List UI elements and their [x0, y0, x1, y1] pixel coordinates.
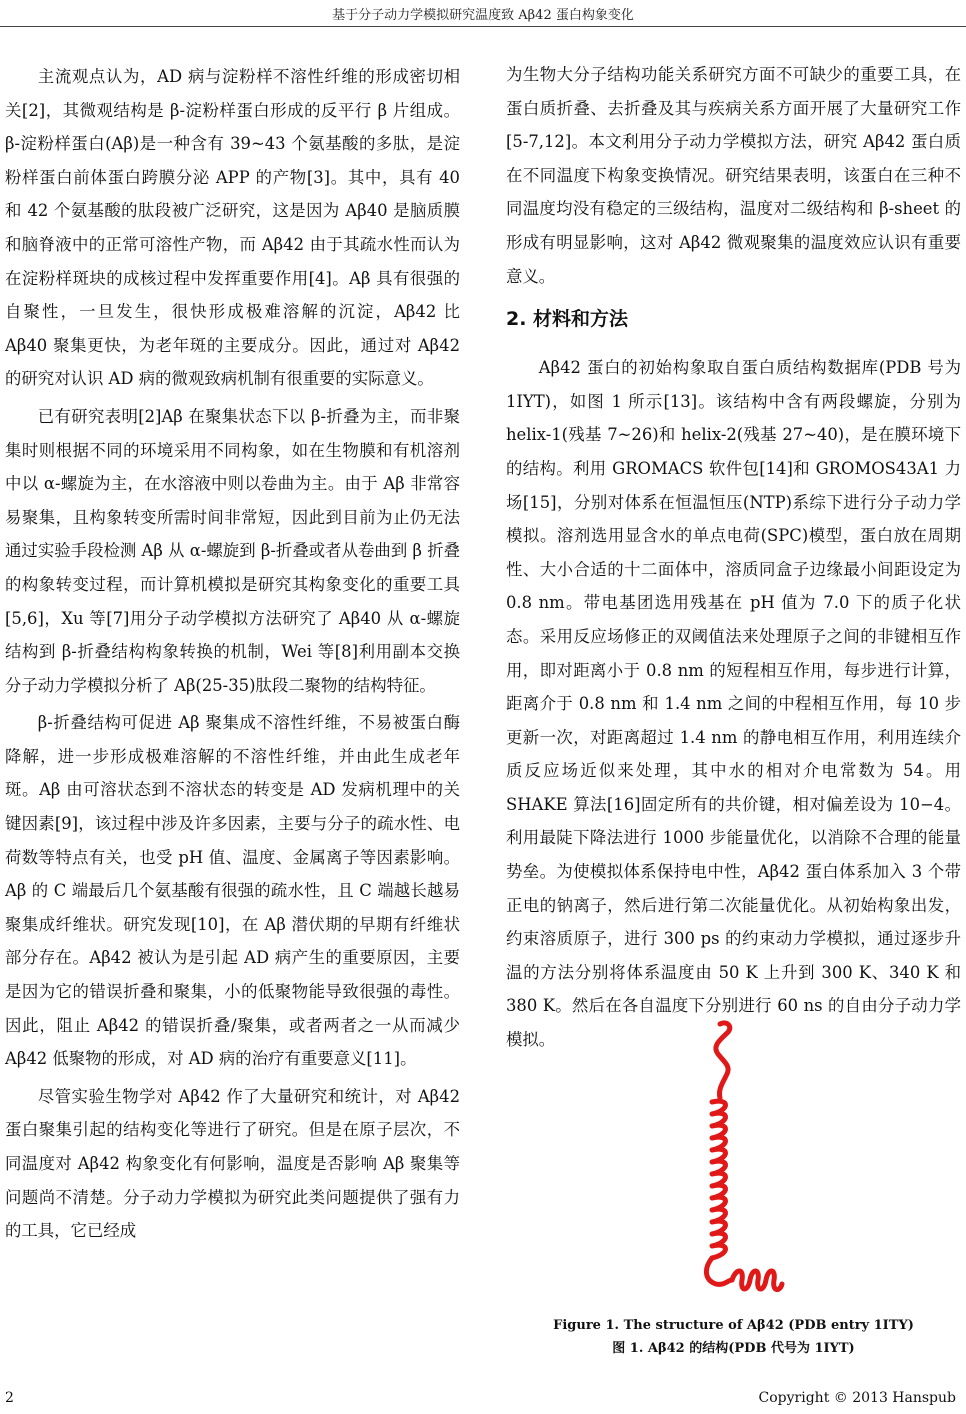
paragraph: 主流观点认为，AD 病与淀粉样不溶性纤维的形成密切相关[2]，其微观结构是 β-淀粉样蛋白形成的反平行 β 片组成。β-淀粉样蛋白(Aβ)是一种含有 39~43 个氨基酸的多肽，是淀粉样蛋白前体蛋白跨膜分泌 APP 的产物[3]。其中，具有 40 和 42 个氨基酸的肽段被广泛研究，这是因为 Aβ40 是脑质膜和脑脊液中的正常可溶性产物，而 Aβ42 由于其疏水性而认为在淀粉样斑块的成核过程中发挥重要作用[4]。Aβ 具有很强的自聚性，一旦发生，很快形成极难溶解的沉淀，Aβ42 比 Aβ40 聚集更快，为老年斑的主要成分。因此，通过对 Aβ42 的研究对认识 AD 病的微观致病机制有很重要的实际意义。	[5, 67, 460, 389]
header-divider	[0, 26, 966, 27]
coil-segment	[716, 1023, 730, 1098]
right-column	[506, 58, 961, 1061]
running-header: 基于分子动力学模拟研究温度致 Aβ42 蛋白构象变化	[332, 8, 634, 23]
section-title: 2. 材料和方法	[506, 308, 629, 331]
figure-caption-chinese: 图 1. Aβ42 的结构(PDB 代号为 1IYT)	[612, 1341, 855, 1356]
paragraph: 已有研究表明[2]Aβ 在聚集状态下以 β-折叠为主，而非聚集时则根据不同的环境采用不同构象，如在生物膜和有机溶剂中以 α-螺旋为主，在水溶液中则以卷曲为主。由于 Aβ 非常容易聚集，且构象转变所需时间非常短，因此到目前为止仍无法通过实验手段检测 Aβ 从 α-螺旋到 β-折叠或者从卷曲到 β 折叠的构象转变过程，而计算机模拟是研究其构象变化的重要工具[5,6]，Xu 等[7]用分子动学模拟方法研究了 Aβ40 从 α-螺旋结构到 β-折叠结构构象转换的机制，Wei 等[8]利用副本交换分子动力学模拟分析了 Aβ(25-35)肽段二聚物的结构特征。	[5, 406, 460, 695]
paragraph: Aβ42 蛋白的初始构象取自蛋白质结构数据库(PDB 号为 1IYT)，如图 1 所示[13]。该结构中含有两段螺旋，分别为 helix-1(残基 7~26)和 helix-2(残基 27~40)，是在膜环境下的结构。利用 GROMACS 软件包[14]和 GROMOS43A1 力场[15]，分别对体系在恒温恒压(NTP)系综下进行分子动力学模拟。溶剂选用显含水的单点电荷(SPC)模型，蛋白放在周期性、大小合适的十二面体中，溶质同盒子边缘最小间距设定为 0.8 nm。带电基团选用残基在 pH 值为 7.0 下的质子化状态。采用反应场修正的双阈值法来处理原子之间的非键相互作用，即对距离小于 0.8 nm 的短程相互作用，每步进行计算，距离介于 0.8 nm 和 1.4 nm 之间的中程相互作用，每 10 步更新一次，对距离超过 1.4 nm 的静电相互作用，利用连续介质反应场近似来处理，其中水的相对介电常数为 54。用 SHAKE 算法[16]固定所有的共价键，相对偏差设为 10−4。利用最陡下降法进行 1000 步能量优化，以消除不合理的能量势垒。为使模拟体系保持电中性，Aβ42 蛋白体系加入 3 个带正电的钠离子，然后进行第二次能量优化。从初始构象出发，约束溶质原子，进行 300 ps 的约束动力学模拟，通过逐步升温的方法分别将体系温度由 50 K 上升到 300 K、340 K 和 380 K。然后在各自温度下分别进行 60 ns 的自由分子动力学模拟。	[506, 358, 961, 1050]
paragraph-continuation: 为生物大分子结构功能关系研究方面不可缺少的重要工具，在蛋白质折叠、去折叠及其与疾病关系方面开展了大量研究工作[5-7,12]。本文利用分子动力学模拟方法，研究 Aβ42 蛋白质在不同温度下构象变换情况。研究结果表明，该蛋白在三种不同温度均没有稳定的三级结构，温度对二级结构和 β-sheet 的形成有明显影响，这对 Aβ42 微观聚集的温度效应认识有重要意义。	[506, 65, 961, 286]
left-column	[5, 60, 460, 1252]
turn-segment	[706, 1258, 732, 1284]
figure-caption-english: Figure 1. The structure of Aβ42 (PDB entry 1ITY)	[553, 1318, 914, 1333]
page-number: 2	[5, 1390, 14, 1406]
helix-segment	[712, 1101, 726, 1258]
helix-segment	[732, 1271, 782, 1290]
copyright-notice: Copyright © 2013 Hanspub	[758, 1390, 956, 1406]
paragraph: β-折叠结构可促进 Aβ 聚集成不溶性纤维，不易被蛋白酶降解，进一步形成极难溶解的不溶性纤维，并由此生成老年斑。Aβ 由可溶状态到不溶状态的转变是 AD 发病机理中的关键因素[9]，该过程中涉及许多因素，主要与分子的疏水性、电荷数等特点有关，也受 pH 值、温度、金属离子等因素影响。Aβ 的 C 端最后几个氨基酸有很强的疏水性，且 C 端越长越易聚集成纤维状。研究发现[10]，在 Aβ 潜伏期的早期有纤维状部分存在。Aβ42 被认为是引起 AD 病产生的重要原因，主要是因为它的错误折叠和聚集，小的低聚物能导致很强的毒性。因此，阻止 Aβ42 的错误折叠/聚集，或者两者之一从而减少 Aβ42 低聚物的形成，对 AD 病的治疗有重要意义[11]。	[5, 713, 460, 1069]
protein-structure-figure	[690, 1018, 790, 1296]
paragraph: 尽管实验生物学对 Aβ42 作了大量研究和统计，对 Aβ42 蛋白聚集引起的结构变化等进行了研究。但是在原子层次，不同温度对 Aβ42 构象变化有何影响，温度是否影响 Aβ 聚集等问题尚不清楚。分子动力学模拟为研究此类问题提供了强有力的工具，它已经成	[5, 1086, 460, 1241]
